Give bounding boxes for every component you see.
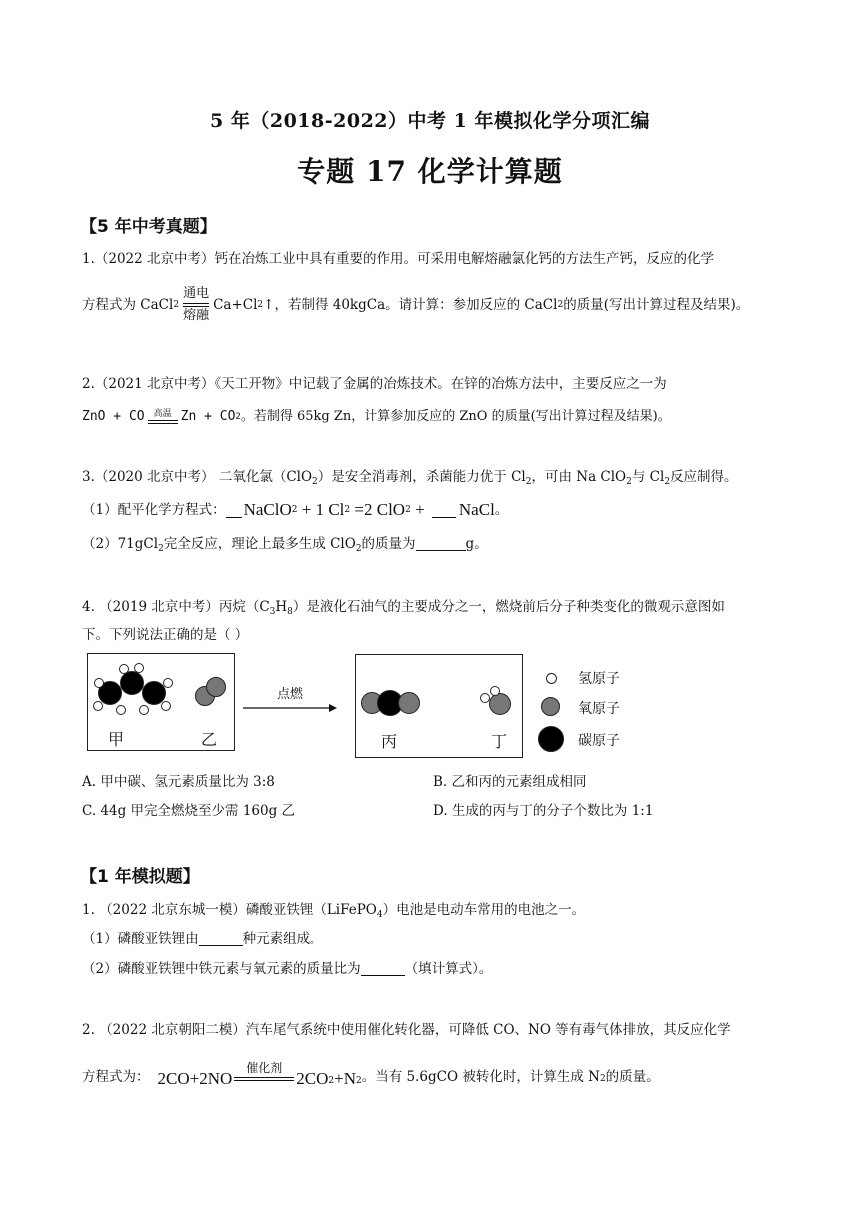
q1-sub2: 2 bbox=[257, 300, 264, 310]
m1-part2 bbox=[82, 960, 492, 978]
carbon-atom bbox=[120, 671, 144, 695]
q3-p2-a: （2）71gCl bbox=[82, 536, 159, 552]
q3-eq-c: =2 ClO bbox=[350, 500, 406, 519]
q3-p2-sub1: 2 bbox=[158, 544, 164, 554]
q3-l1e: 反应制得。 bbox=[670, 469, 738, 485]
legend-oxygen-label: 氧原子 bbox=[578, 701, 620, 717]
q2-equation-line bbox=[82, 403, 671, 431]
q3-eq-sub3: 2 bbox=[405, 505, 411, 515]
q3-part1 bbox=[82, 498, 508, 522]
m1-l1b: ）电池是电动车常用的电池之一。 bbox=[382, 902, 586, 918]
q3-sub-b: 2 bbox=[525, 477, 532, 487]
q3-eq-a: NaClO bbox=[243, 500, 292, 519]
document-title: 5 年（2018-2022）中考 1 年模拟化学分项汇编 bbox=[210, 110, 650, 132]
q3-eq-e: NaCl bbox=[458, 500, 495, 519]
m2-sub2: 2 bbox=[356, 1076, 362, 1086]
m1-p1c: 。 bbox=[310, 935, 321, 946]
q2-sub: 2 bbox=[235, 412, 241, 422]
m2-sub1: 2 bbox=[328, 1076, 335, 1086]
q3-l1d: 与 Cl bbox=[631, 469, 665, 485]
q2-cond-top: 高温 bbox=[153, 409, 172, 419]
m1-p2a: （2）磷酸亚铁锂中铁元素与氧元素的质量比为 bbox=[82, 961, 361, 977]
q4-l1b: ）是液化石油气的主要成分之一，燃烧前后分子种类变化的微观示意图如 bbox=[292, 599, 725, 615]
q3-line1 bbox=[82, 468, 738, 491]
oxygen-atom bbox=[398, 692, 420, 714]
hydrogen-atom bbox=[163, 678, 173, 688]
legend-hydrogen-label: 氢原子 bbox=[578, 671, 620, 687]
m1-line1 bbox=[82, 901, 585, 924]
m2-tail-b: 的质量。 bbox=[605, 1069, 660, 1085]
q1-condition bbox=[183, 286, 209, 324]
q1-tail: ↑，若制得 40kgCa。请计算：参加反应的 CaCl bbox=[263, 297, 558, 313]
q2-rhs: Zn + CO bbox=[180, 409, 236, 424]
hydrogen-atom bbox=[116, 705, 126, 715]
legend-hydrogen-icon bbox=[546, 673, 557, 684]
oxygen-atom bbox=[206, 677, 226, 697]
diagram-box-products bbox=[355, 654, 523, 758]
q4-sub3: 3 bbox=[269, 607, 276, 617]
q1-sub: 2 bbox=[173, 300, 180, 310]
m1-p2b: （填计算式）。 bbox=[404, 961, 493, 977]
q4-l1a: 4. （2019 北京中考）丙烷（C bbox=[82, 599, 270, 615]
hydrogen-atom bbox=[490, 686, 500, 696]
m1-l1a: 1. （2022 北京东城一模）磷酸亚铁锂（LiFePO bbox=[82, 902, 377, 918]
q1-cond-top: 通电 bbox=[183, 286, 210, 301]
oxygen-atom bbox=[489, 693, 511, 715]
legend-carbon-label: 碳原子 bbox=[578, 733, 620, 749]
hydrogen-atom bbox=[161, 701, 171, 711]
q4-line1 bbox=[82, 598, 725, 621]
arrow-label: 点燃 bbox=[276, 687, 303, 702]
q3-part2 bbox=[82, 535, 488, 558]
document-subtitle: 专题 17 化学计算题 bbox=[297, 155, 563, 188]
m1-blank-1[interactable] bbox=[199, 931, 243, 946]
m2-lhs: 2CO+2NO bbox=[157, 1069, 233, 1088]
m2-prefix: 方程式为： bbox=[82, 1069, 150, 1085]
m1-part1 bbox=[82, 930, 320, 950]
m2-tail-a: 。当有 5.6gCO 被转化时，计算生成 N bbox=[361, 1069, 600, 1085]
q3-eq-d: + bbox=[410, 500, 429, 519]
diagram-box-reactants bbox=[87, 653, 235, 751]
q3-sub-a: 2 bbox=[312, 477, 318, 487]
q1-line1: 1.（2022 北京中考）钙在冶炼工业中具有重要的作用。可采用电解熔融氯化钙的方法生产钙，反应的化学 bbox=[82, 251, 715, 267]
hydrogen-atom bbox=[134, 663, 144, 673]
q3-p1-end: 。 bbox=[494, 502, 509, 518]
m1-blank-2[interactable] bbox=[361, 961, 405, 976]
q3-l1c: ，可由 Na ClO bbox=[531, 469, 627, 485]
q3-eq-b: + 1 Cl bbox=[297, 500, 345, 519]
m2-sub3: 2 bbox=[599, 1074, 606, 1084]
q1-prefix: 方程式为 CaCl bbox=[82, 297, 174, 313]
hydrogen-atom bbox=[139, 705, 149, 715]
q4-option-a[interactable]: A. 甲中碳、氢元素质量比为 3:8 bbox=[82, 774, 275, 790]
m2-line1: 2. （2022 北京朝阳二模）汽车尾气系统中使用催化转化器，可降低 CO、NO 等有毒气体排放，其反应化学 bbox=[82, 1022, 731, 1038]
q3-blank-1[interactable] bbox=[226, 503, 242, 518]
m1-sub: 4 bbox=[376, 910, 383, 920]
m2-rhs-b: +N bbox=[334, 1069, 356, 1088]
q4-sub8: 8 bbox=[287, 607, 293, 617]
q2-line1: 2.（2021 北京中考）《天工开物》中记载了金属的冶炼技术。在锌的冶炼方法中，主要反应之一为 bbox=[82, 376, 667, 392]
q1-sub3: 2 bbox=[557, 300, 564, 310]
m1-p1b: 种元素组成 bbox=[242, 931, 311, 947]
q3-blank-2[interactable] bbox=[432, 503, 456, 518]
hydrogen-atom bbox=[94, 678, 104, 688]
m1-p1a: （1）磷酸亚铁锂由 bbox=[82, 931, 199, 947]
hydrogen-atom bbox=[93, 701, 103, 711]
reaction-arrow bbox=[243, 683, 337, 714]
q4-line2: 下。下列说法正确的是（ ） bbox=[82, 627, 249, 643]
q1-equation-line bbox=[82, 285, 749, 325]
q4-option-c[interactable]: C. 44g 甲完全燃烧至少需 160g 乙 bbox=[82, 803, 296, 819]
q1-suffix: Ca+Cl bbox=[213, 297, 258, 313]
q1-cond-bar bbox=[183, 303, 209, 307]
q4-option-d[interactable]: D. 生成的丙与丁的分子个数比为 1:1 bbox=[433, 803, 654, 819]
legend-carbon-icon bbox=[538, 726, 564, 752]
q2-cond-bar bbox=[148, 420, 178, 424]
hydrogen-atom bbox=[119, 664, 129, 674]
q2-tail: 。若制得 65kg Zn，计算参加反应的 ZnO 的质量(写出计算过程及结果)。 bbox=[240, 409, 671, 424]
q3-l1a: 3.（2020 北京中考） 二氧化氯（ClO bbox=[82, 469, 313, 485]
q1-cond-bottom: 熔融 bbox=[183, 308, 210, 323]
section-heading-mock: 【1 年模拟题】 bbox=[80, 867, 200, 887]
q2-condition bbox=[148, 409, 178, 425]
q3-l1b: ）是安全消毒剂，杀菌能力优于 Cl bbox=[317, 469, 526, 485]
section-heading-exam: 【5 年中考真题】 bbox=[80, 217, 217, 237]
q4-option-b[interactable]: B. 乙和丙的元素组成相同 bbox=[433, 774, 587, 790]
m2-cond-top: 催化剂 bbox=[246, 1061, 283, 1075]
label-bing: 丙 bbox=[381, 732, 398, 751]
q3-eq-sub1: 2 bbox=[291, 505, 298, 515]
q3-p2-d: g。 bbox=[465, 536, 488, 552]
label-jia: 甲 bbox=[108, 730, 125, 749]
q3-p1-label: （1）配平化学方程式： bbox=[82, 502, 226, 518]
m2-cond-bar bbox=[234, 1077, 294, 1081]
q1-end: 的质量(写出计算过程及结果)。 bbox=[563, 297, 750, 313]
legend-oxygen-icon bbox=[541, 697, 560, 716]
q3-blank-3[interactable] bbox=[416, 536, 466, 551]
hydrogen-atom bbox=[480, 693, 490, 703]
q4-h: H bbox=[275, 599, 288, 615]
q3-p2-sub2: 2 bbox=[355, 544, 362, 554]
arrow-icon bbox=[243, 702, 337, 714]
q2-lhs: ZnO + CO bbox=[82, 409, 145, 424]
q3-eq-sub2: 2 bbox=[344, 505, 351, 515]
m2-condition bbox=[234, 1060, 294, 1082]
m2-equation-line bbox=[82, 1052, 660, 1092]
label-ding: 丁 bbox=[491, 732, 508, 751]
q3-p2-b: 完全反应，理论上最多生成 ClO bbox=[163, 536, 356, 552]
q3-sub-c: 2 bbox=[626, 477, 632, 487]
q3-p2-c: 的质量为 bbox=[361, 536, 416, 552]
m2-rhs-a: 2CO bbox=[296, 1069, 329, 1088]
q3-sub-d: 2 bbox=[664, 477, 671, 487]
label-yi: 乙 bbox=[201, 730, 218, 749]
